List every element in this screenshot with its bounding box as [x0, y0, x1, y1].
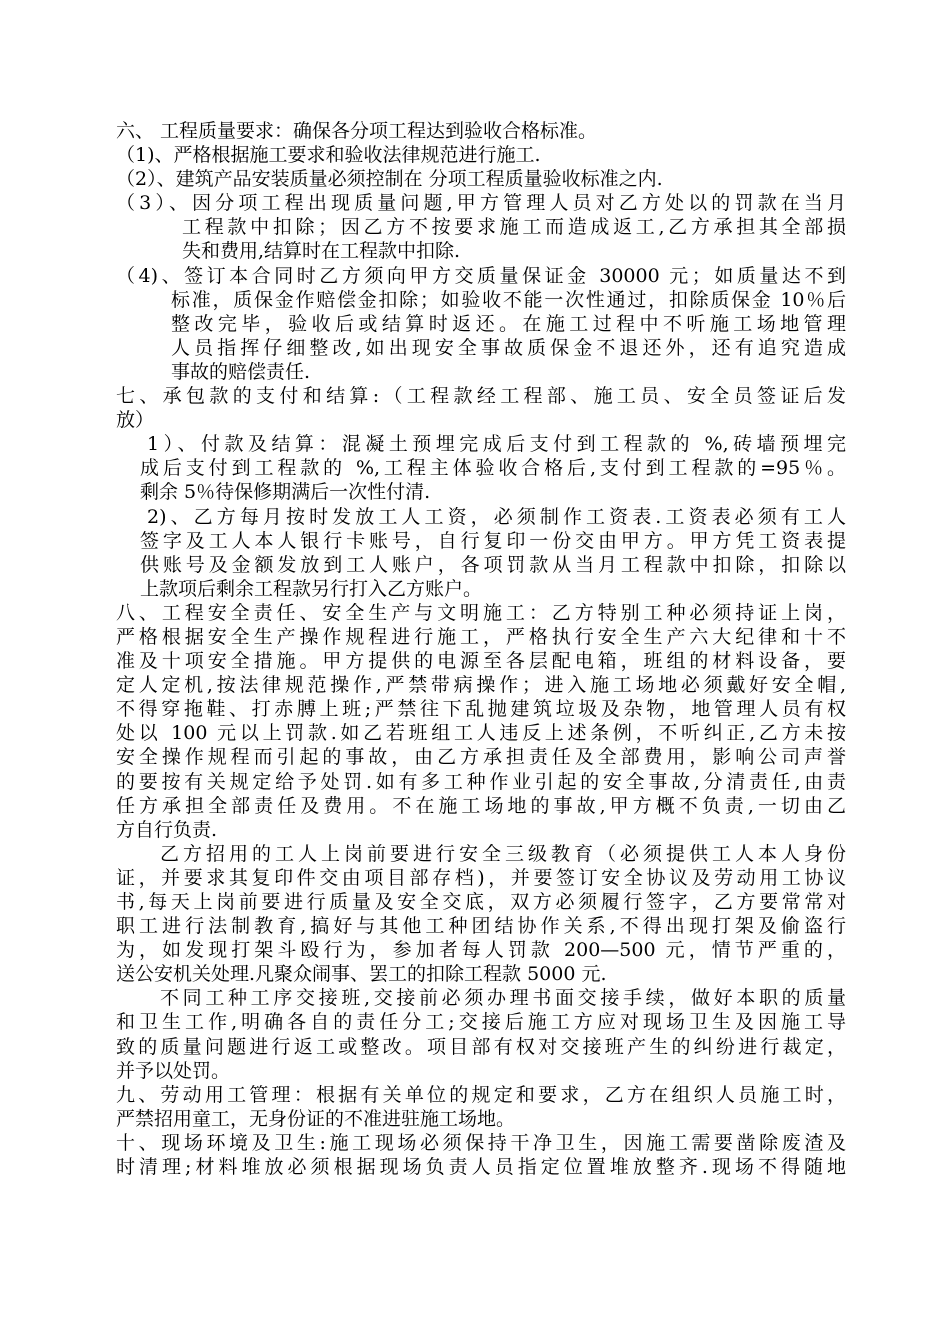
paragraph-sec6-item2	[116, 167, 846, 191]
text-line: 2)、乙方每月按时发放工人工资，必须制作工资表.工资表必须有工人	[147, 505, 846, 528]
text-line: 放）	[116, 409, 155, 432]
contract-text-block	[116, 119, 846, 1179]
text-line: 和卫生工作,明确各自的责任分工;交接后施工方应对现场卫生及因施工导	[116, 1011, 846, 1034]
text-line: 方自行负责.	[116, 818, 218, 841]
text-line: 签字及工人本人银行卡账号，自行复印一份交由甲方。甲方凭工资表提	[140, 529, 846, 552]
text-line: （3）、因分项工程出现质量问题,甲方管理人员对乙方处以的罚款在当月	[116, 192, 846, 215]
text-line: 人员指挥仔细整改,如出现安全事故质保金不退还外，还有追究造成	[171, 336, 846, 359]
paragraph-sec6-item3	[116, 191, 846, 263]
text-line: 不得穿拖鞋、打赤膊上班;严禁往下乱抛建筑垃圾及杂物，地管理人员有权	[116, 698, 846, 721]
text-line: 成后支付到工程款的 %,工程主体验收合格后,支付到工程款的=95％。	[140, 457, 846, 480]
text-line: 八、工程安全责任、安全生产与文明施工：乙方特别工种必须持证上岗，	[116, 601, 846, 624]
text-line: 1）、付款及结算：混凝土预埋完成后支付到工程款的 %,砖墙预埋完	[147, 433, 846, 456]
text-line: 不同工种工序交接班,交接前必须办理书面交接手续，做好本职的质量	[160, 987, 846, 1010]
text-line: 送公安机关处理.凡聚众闹事、罢工的扣除工程款 5000 元.	[116, 963, 607, 986]
text-line: （2）、建筑产品安装质量必须控制在 分项工程质量验收标准之内.	[116, 168, 663, 191]
text-line: 九、劳动用工管理：根据有关单位的规定和要求，乙方在组织人员施工时，	[116, 1083, 846, 1106]
paragraph-sec7-item1	[116, 432, 846, 504]
text-line: 标准，质保金作赔偿金扣除；如验收不能一次性通过，扣除质保金 10％后	[171, 288, 846, 311]
paragraph-sec8-heading	[116, 601, 846, 842]
text-line: （4)、签订本合同时乙方须向甲方交质量保证金 30000 元；如质量达不到	[116, 264, 846, 287]
text-line: 上款项后剩余工程款另行打入乙方账户。	[140, 577, 483, 600]
text-line: 致的质量问题进行返工或整改。项目部有权对交接班产生的纠纷进行裁定，	[116, 1035, 846, 1058]
text-line: 证，并要求其复印件交由项目部存档)，并要签订安全协议及劳动用工协议	[116, 866, 846, 889]
text-line: 安全操作规程而引起的事故，由乙方承担责任及全部费用，影响公司声誉	[116, 746, 846, 769]
paragraph-sec7-item2	[116, 505, 846, 601]
text-line: 失和费用,结算时在工程款中扣除.	[182, 240, 461, 263]
text-line: 处以 100 元以上罚款.如乙若班组工人违反上述条例，不听纠正,乙方未按	[116, 722, 846, 745]
text-line: 严禁招用童工，无身份证的不准进驻施工场地。	[116, 1107, 516, 1130]
paragraph-sec8-para2	[116, 842, 846, 987]
paragraph-sec7-heading	[116, 384, 846, 432]
paragraph-sec6-item4	[116, 264, 846, 384]
paragraph-sec8-para3	[116, 986, 846, 1082]
text-line: 乙方招用的工人上岗前要进行安全三级教育（必须提供工人本人身份	[160, 842, 846, 865]
text-line: 书,每天上岗前要进行质量及安全交底，双方必须履行签字，乙方要常常对	[116, 891, 846, 913]
text-line: 剩余 5％待保修期满后一次性付清.	[140, 481, 431, 504]
text-line: 整改完毕，验收后或结算时返还。在施工过程中不听施工场地管理	[171, 312, 846, 335]
paragraph-sec6-heading	[116, 119, 846, 143]
text-line: 六、 工程质量要求：确保各分项工程达到验收合格标准。	[116, 120, 598, 142]
text-line: 供账号及金额发放到工人账户，各项罚款从当月工程款中扣除，扣除以	[140, 553, 846, 576]
text-line: 并予以处罚。	[116, 1059, 231, 1082]
text-line: 准及十项安全措施。甲方提供的电源至各层配电箱，班组的材料设备，要	[116, 650, 846, 673]
text-line: 十、现场环境及卫生:施工现场必须保持干净卫生，因施工需要凿除废渣及	[116, 1131, 846, 1154]
paragraph-sec10-heading	[116, 1131, 846, 1179]
text-line: 的要按有关规定给予处罚.如有多工种作业引起的安全事故,分清责任,由责	[116, 770, 846, 793]
text-line: 时清理;材料堆放必须根据现场负责人员指定位置堆放整齐.现场不得随地	[116, 1156, 846, 1179]
text-line: 职工进行法制教育,搞好与其他工种团结协作关系,不得出现打架及偷盗行	[116, 915, 846, 938]
text-line: 工程款中扣除；因乙方不按要求施工而造成返工,乙方承担其全部损	[182, 216, 846, 239]
paragraph-sec9-heading	[116, 1083, 846, 1131]
text-line: 任方承担全部责任及费用。不在施工场地的事故,甲方概不负责,一切由乙	[116, 794, 846, 817]
text-line: （1)、严格根据施工要求和验收法律规范进行施工.	[116, 144, 541, 167]
text-line: 定人定机,按法律规范操作,严禁带病操作；进入施工场地必须戴好安全帽,	[116, 674, 846, 697]
text-line: 事故的赔偿责任.	[171, 360, 311, 383]
text-line: 七、承包款的支付和结算:（工程款经工程部、施工员、安全员签证后发	[116, 385, 846, 408]
paragraph-sec6-item1	[116, 143, 846, 167]
text-line: 严格根据安全生产操作规程进行施工，严格执行安全生产六大纪律和十不	[116, 625, 846, 648]
text-line: 为，如发现打架斗殴行为，参加者每人罚款 200—500 元，情节严重的，	[116, 939, 846, 962]
